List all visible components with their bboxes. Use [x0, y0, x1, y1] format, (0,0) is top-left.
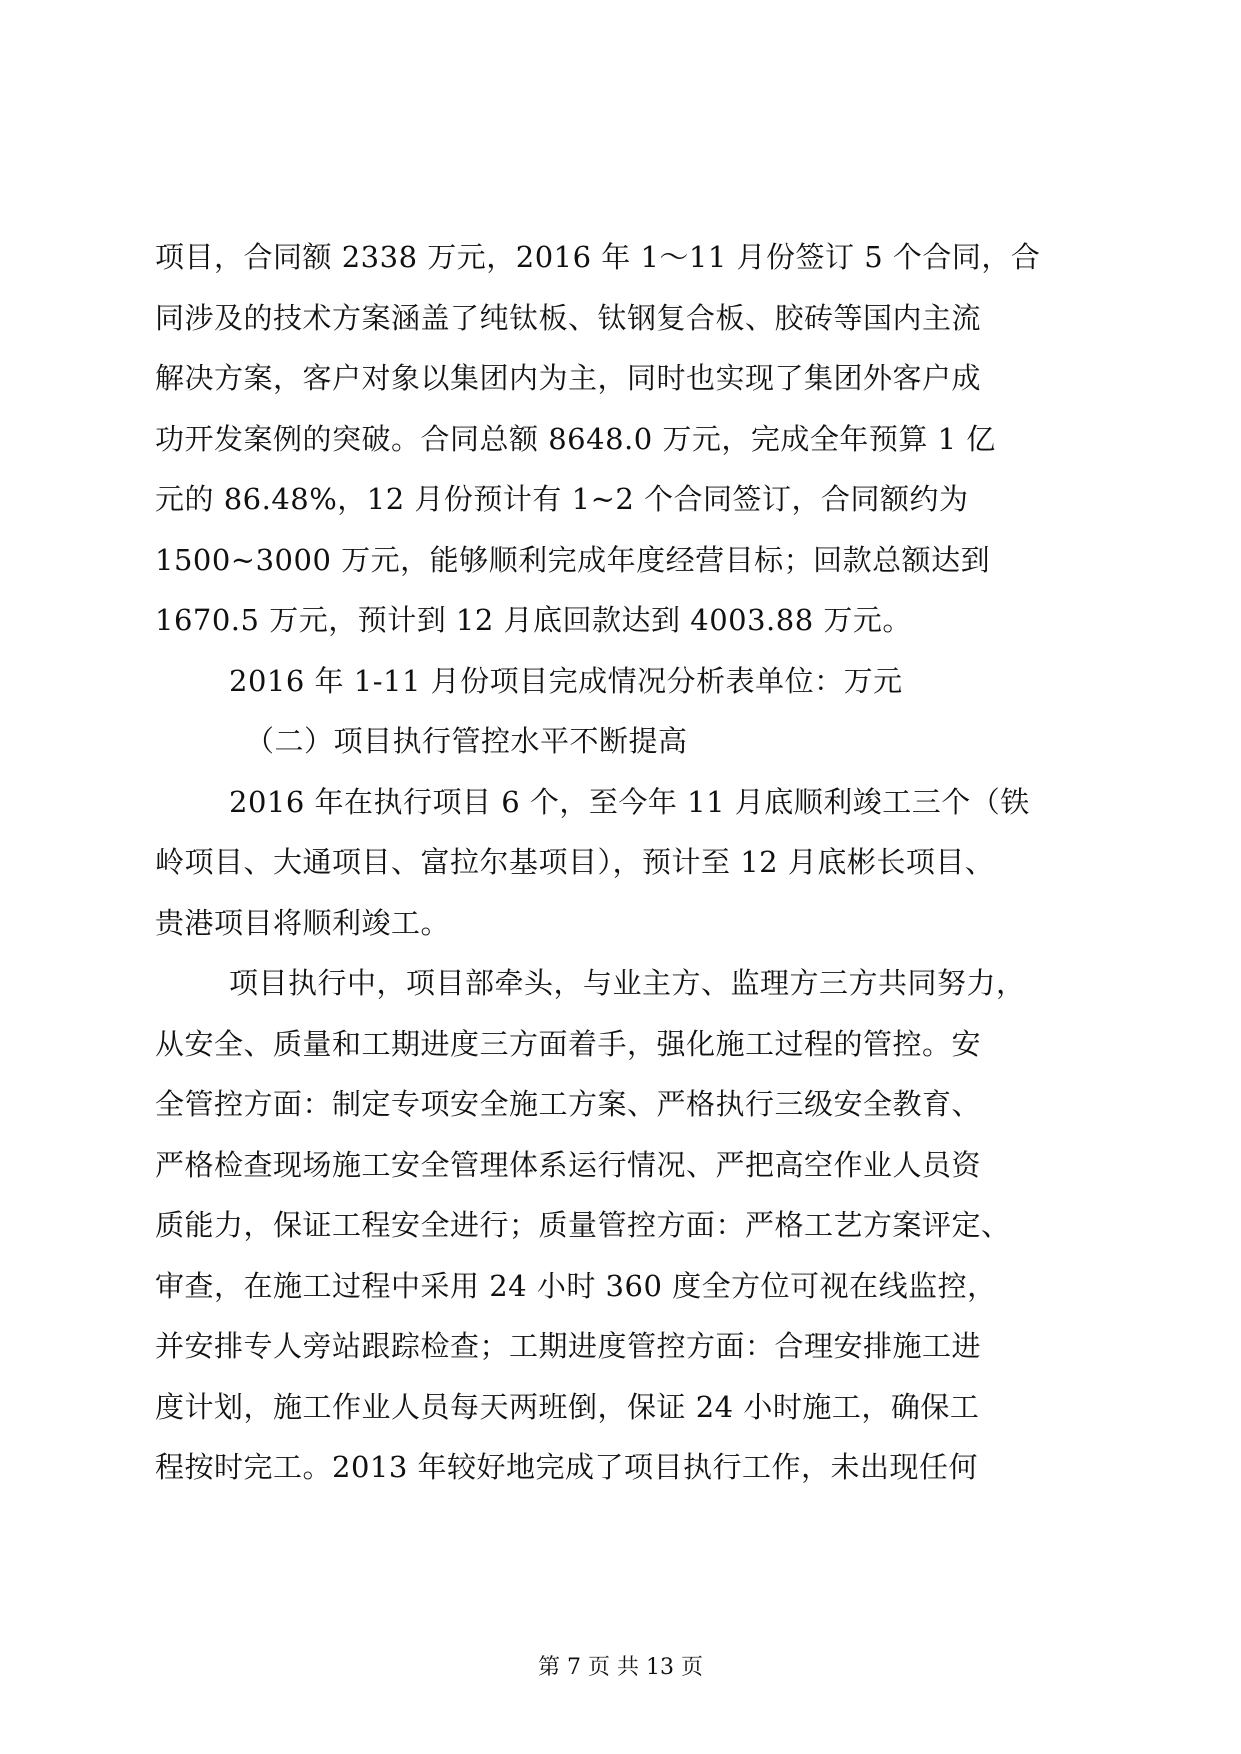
text-line: 1670.5 万元，预计到 12 月底回款达到 4003.88 万元。: [155, 603, 912, 637]
text-line: 质能力，保证工程安全进行；质量管控方面：严格工艺方案评定、: [155, 1208, 1011, 1242]
text-line: 贵港项目将顺利竣工。: [155, 905, 451, 940]
text-line: 1500~3000 万元，能够顺利完成年度经营目标；回款总额达到: [155, 542, 991, 577]
text-line: 全管控方面：制定专项安全施工方案、严格执行三级安全教育、: [155, 1087, 982, 1121]
table-caption: 2016 年 1-11 月份项目完成情况分析表单位：万元: [229, 663, 903, 698]
text-line: 并安排专人旁站跟踪检查；工期进度管控方面：合理安排施工进: [155, 1329, 982, 1363]
text-line: 程按时完工。2013 年较好地完成了项目执行工作，未出现任何: [155, 1450, 979, 1484]
page-number-footer: 第 7 页 共 13 页: [538, 1655, 703, 1680]
section-heading: （二）项目执行管控水平不断提高: [245, 724, 688, 758]
text-line: 同涉及的技术方案涵盖了纯钛板、钛钢复合板、胶砖等国内主流: [155, 300, 982, 335]
text-line: 项目执行中，项目部牵头，与业主方、监理方三方共同努力，: [229, 966, 1026, 1000]
text-line: 从安全、质量和工期进度三方面着手，强化施工过程的管控。安: [155, 1026, 982, 1061]
text-line: 元的 86.48%，12 月份预计有 1~2 个合同签订，合同额约为: [155, 482, 969, 516]
text-line: 2016 年在执行项目 6 个，至今年 11 月底顺利竣工三个（铁: [229, 784, 1030, 819]
text-line: 审查，在施工过程中采用 24 小时 360 度全方位可视在线监控，: [155, 1268, 997, 1303]
text-line: 岭项目、大通项目、富拉尔基项目），预计至 12 月底彬长项目、: [155, 845, 995, 879]
text-line: 严格检查现场施工安全管理体系运行情况、严把高空作业人员资: [155, 1147, 982, 1182]
text-line: 解决方案，客户对象以集团内为主，同时也实现了集团外客户成: [155, 361, 982, 395]
text-line: 度计划，施工作业人员每天两班倒，保证 24 小时施工，确保工: [155, 1389, 980, 1424]
text-line: 项目，合同额 2338 万元，2016 年 1～11 月份签订 5 个合同，合: [155, 240, 1041, 274]
text-line: 功开发案例的突破。合同总额 8648.0 万元，完成全年预算 1 亿: [155, 421, 996, 456]
body-text: [155, 227, 1085, 1498]
